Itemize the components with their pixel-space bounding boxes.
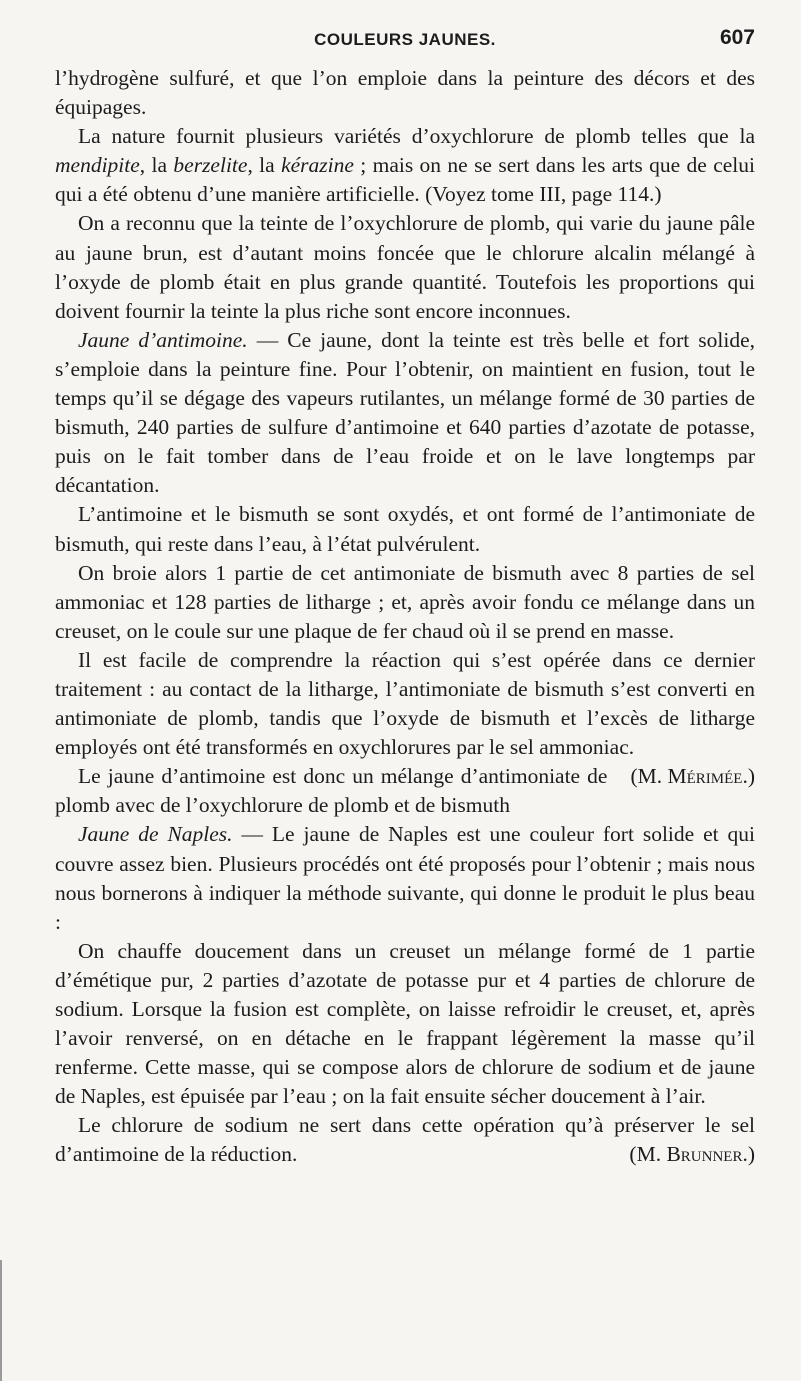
page-header	[55, 26, 755, 60]
paragraph: La nature fournit plusieurs variétés d’oxychlorure de plomb telles que la mendipite, la berzelite, la kérazine ; mais on ne se sert dans les arts que de celui qui a été obtenu d’une manière artificielle. (Voyez tome III, page 114.)	[55, 124, 755, 207]
page-number: 607	[719, 26, 755, 49]
mineral-name: berzelite	[173, 153, 248, 178]
paragraph: Il est facile de comprendre la réaction qui s’est opérée dans ce dernier traitement : au contact de la litharge, l’antimoniate de bismuth s’est converti en antimoniate de plomb, tandis que l’oxyde de bismuth et l’excès de litharge employés ont été transformés en oxychlorures par le sel ammoniac. (M. Mérimée.)	[55, 646, 755, 762]
section-title: Jaune de Naples.	[78, 822, 233, 847]
mineral-name: mendipite	[55, 153, 140, 178]
section-title: Jaune d’antimoine.	[78, 327, 248, 352]
paragraph: On a reconnu que la teinte de l’oxychlorure de plomb, qui varie du jaune pâle au jaune brun, est d’autant moins foncée que le chlorure alcalin mélangé à l’oxyde de plomb était en plus grande quantité. Toutefois les proportions qui doivent fournir la teinte la plus riche sont encore inconnues.	[55, 211, 755, 323]
paragraph: Jaune de Naples. — Le jaune de Naples est une couleur fort solide et qui couvre assez bien. Plusieurs procédés ont été proposés pour l’obtenir ; mais nous nous bornerons à indiquer la méthode suivante, qui donne le produit le plus beau :	[55, 822, 756, 934]
mineral-name: kérazine	[281, 153, 354, 178]
paragraph: Jaune d’antimoine. — Ce jaune, dont la teinte est très belle et fort solide, s’emploie dans la peinture fine. Pour l’obtenir, on maintient en fusion, tout le temps qu’il se dégage des vapeurs rutilantes, un mélange formé de 30 parties de bismuth, 240 parties de sulfure d’antimoine et 640 parties d’azotate de potasse, puis on le fait tomber dans de l’eau froide et on le lave longtemps par décantation.	[55, 327, 755, 498]
paragraph: On chauffe doucement dans un creuset un mélange formé de 1 partie d’émétique pur, 2 parties d’azotate de potasse pur et 4 parties de chlorure de sodium. Lorsque la fusion est complète, on laisse refroidir le creuset, et, après l’avoir renversé, on en détache en le frappant légèrement la masse qu’il renferme. Cette masse, qui se compose alors de chlorure de sodium et de jaune de Naples, est épuisée par l’eau ; on la fait ensuite sécher doucement à l’air.	[55, 938, 755, 1109]
paragraph: l’hydrogène sulfuré, et que l’on emploie dans la peinture des décors et des équipages.	[55, 66, 755, 120]
paragraph: On broie alors 1 partie de cet antimoniate de bismuth avec 8 parties de sel ammoniac et 128 parties de litharge ; et, après avoir fondu ce mélange dans un creuset, on le coule sur une plaque de fer chaud où il se prend en masse.	[55, 560, 755, 643]
running-title: COULEURS JAUNES.	[314, 30, 496, 49]
paragraph: Le chlorure de sodium ne sert dans cette opération qu’à préserver le sel d’antimoine de la réduction. (M. Brunner.)	[55, 1111, 755, 1169]
paragraph: Le jaune d’antimoine est donc un mélange d’antimoniate de plomb avec de l’oxychlorure de plomb et de bismuth	[55, 764, 608, 818]
body-text	[55, 64, 755, 1170]
author-credit: (M. Mérimée.)	[630, 764, 755, 789]
margin-rule	[0, 1260, 2, 1381]
paragraph: L’antimoine et le bismuth se sont oxydés, et ont formé de l’antimoniate de bismuth, qui reste dans l’eau, à l’état pulvérulent.	[55, 502, 755, 556]
author-credit: (M. Brunner.)	[629, 1142, 755, 1167]
